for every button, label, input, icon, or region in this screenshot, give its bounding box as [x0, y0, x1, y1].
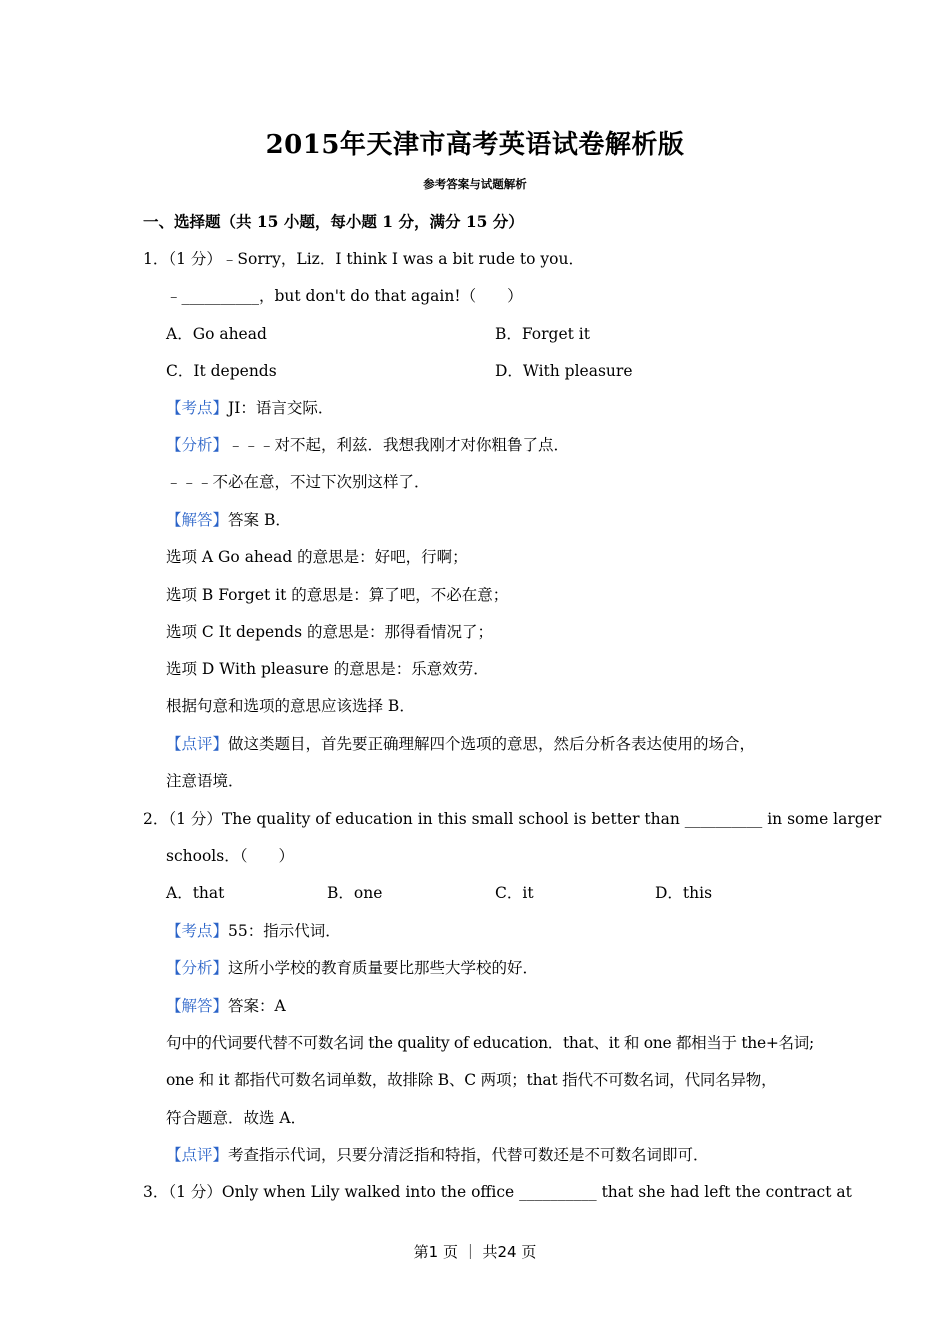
q1-option-b: B．Forget it: [495, 325, 590, 343]
page-footer: 第1 页 ｜ 共24 页: [413, 1243, 537, 1261]
q2-stem-continued: schools．（ ）: [166, 847, 294, 865]
q1-kaodian-tag: 【考点】: [166, 399, 229, 417]
q2-fenxi-text: 这所小学校的教育质量要比那些大学校的好．: [228, 959, 539, 977]
q2-dianping-text: 考查指示代词，只要分清泛指和特指，代替可数还是不可数名词即可．: [228, 1146, 709, 1164]
q1-option-d: D．With pleasure: [495, 362, 633, 380]
q1-fenxi-text: ﹣﹣﹣对不起，利兹．我想我刚才对你粗鲁了点．: [228, 436, 570, 454]
q2-kaodian-text: 55：指示代词．: [228, 922, 341, 940]
q1-stem-continued: ﹣__________，but don't do that again!（ ）: [166, 287, 523, 305]
q2-jieda-text: 答案：A: [228, 997, 286, 1015]
q2-explanation-1: 句中的代词要代替不可数名词 the quality of education．that、it 和 one 都相当于 the+名词;: [166, 1034, 814, 1052]
q1-jieda-tag: 【解答】: [166, 511, 229, 529]
q3-stem: 3．（1 分）Only when Lily walked into the office __________ that she had left the contract at: [143, 1183, 852, 1201]
q1-dianping-text: 做这类题目，首先要正确理解四个选项的意思，然后分析各表达使用的场合，: [228, 735, 756, 753]
q1-jieda-text: 答案 B．: [228, 511, 291, 529]
section-heading: 一、选择题（共 15 小题，每小题 1 分，满分 15 分）: [143, 212, 524, 231]
q2-option-c: C．it: [495, 884, 534, 902]
q1-explanation-1: 选项 A Go ahead 的意思是：好吧，行啊；: [166, 548, 468, 566]
q2-fenxi-tag: 【分析】: [166, 959, 229, 977]
q1-jieda: [166, 509, 291, 531]
q2-explanation-3: 符合题意．故选 A．: [166, 1109, 307, 1127]
q2-jieda: [166, 995, 286, 1017]
q1-dianping-tag: 【点评】: [166, 735, 229, 753]
q2-kaodian-tag: 【考点】: [166, 922, 229, 940]
q1-fenxi-line2: ﹣﹣﹣不必在意，不过下次别这样了．: [166, 473, 430, 491]
q2-explanation-2: one 和 it 都指代可数名词单数，故排除 B、C 两项；that 指代不可数名词，代同名异物，: [166, 1071, 777, 1089]
q2-dianping: [166, 1144, 709, 1166]
q1-dianping: [166, 733, 755, 755]
q2-dianping-tag: 【点评】: [166, 1146, 229, 1164]
q1-kaodian-text: JI：语言交际．: [228, 399, 334, 417]
q1-explanation-4: 选项 D With pleasure 的意思是：乐意效劳．: [166, 660, 489, 678]
q1-fenxi-tag: 【分析】: [166, 436, 229, 454]
q1-kaodian: [166, 397, 333, 419]
q1-explanation-5: 根据句意和选项的意思应该选择 B．: [166, 697, 415, 715]
q1-explanation-2: 选项 B Forget it 的意思是：算了吧，不必在意；: [166, 586, 509, 604]
q2-option-d: D．this: [655, 884, 713, 902]
q2-stem: 2．（1 分）The quality of education in this small school is better than __________ in some larger: [143, 810, 882, 828]
q1-explanation-3: 选项 C It depends 的意思是：那得看情况了；: [166, 623, 493, 641]
document-subtitle: 参考答案与试题解析: [423, 177, 527, 191]
q2-option-a: A．that: [166, 884, 225, 902]
q1-option-c: C．It depends: [166, 362, 277, 380]
document-title: 2015年天津市高考英语试卷解析版: [265, 130, 685, 160]
q2-fenxi: [166, 957, 538, 979]
q1-fenxi: [166, 434, 569, 456]
q1-dianping-line2: 注意语境．: [166, 772, 244, 790]
q1-option-a: A．Go ahead: [166, 325, 267, 343]
q2-kaodian: [166, 920, 341, 942]
q2-option-b: B．one: [327, 884, 383, 902]
q2-jieda-tag: 【解答】: [166, 997, 229, 1015]
q1-stem: 1．（1 分）﹣Sorry，Liz．I think I was a bit rude to you．: [143, 250, 584, 268]
